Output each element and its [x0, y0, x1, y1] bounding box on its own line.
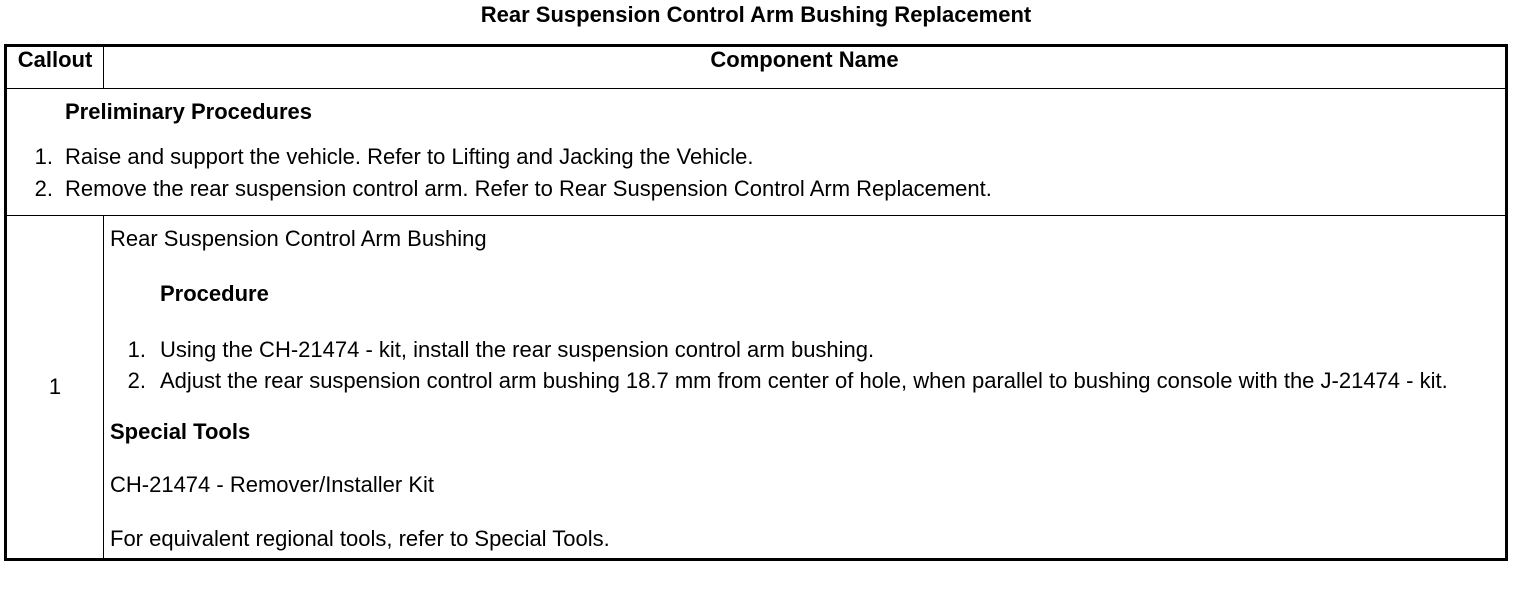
special-tool-item: CH-21474 - Remover/Installer Kit	[110, 472, 435, 497]
list-item	[124, 365, 1505, 396]
step-number: 2.	[34, 176, 53, 201]
preliminary-row	[6, 89, 1507, 216]
preliminary-cell	[6, 89, 1507, 216]
step-number: 1.	[127, 337, 146, 362]
procedure-heading: Procedure	[160, 281, 269, 306]
preliminary-steps	[31, 141, 1505, 205]
callout-number: 1	[6, 216, 104, 560]
list-item	[31, 173, 1505, 205]
equivalent-tools-note: For equivalent regional tools, refer to Special Tools.	[110, 526, 610, 551]
procedure-steps	[124, 334, 1505, 396]
component-cell	[104, 216, 1507, 560]
step-text: Using the CH-21474 - kit, install the rear suspension control arm bushing.	[160, 337, 875, 362]
table-header-row	[6, 46, 1507, 89]
preliminary-heading: Preliminary Procedures	[65, 99, 313, 124]
procedure-table	[4, 44, 1508, 561]
list-item	[31, 141, 1505, 173]
header-callout: Callout	[6, 46, 104, 89]
table-row	[6, 216, 1507, 560]
list-item	[124, 334, 1505, 365]
component-name: Rear Suspension Control Arm Bushing	[110, 226, 487, 251]
header-component-name: Component Name	[104, 46, 1507, 89]
special-tools-heading: Special Tools	[110, 419, 251, 444]
step-number: 2.	[127, 368, 146, 393]
step-text: Raise and support the vehicle. Refer to Lifting and Jacking the Vehicle.	[65, 144, 754, 169]
step-number: 1.	[34, 144, 53, 169]
document-title: Rear Suspension Control Arm Bushing Replacement	[480, 2, 1032, 27]
step-text: Adjust the rear suspension control arm bushing 18.7 mm from center of hole, when parallel to bushing console with the J-21474 - kit.	[160, 368, 1448, 393]
step-text: Remove the rear suspension control arm. Refer to Rear Suspension Control Arm Replacement.	[65, 176, 992, 201]
